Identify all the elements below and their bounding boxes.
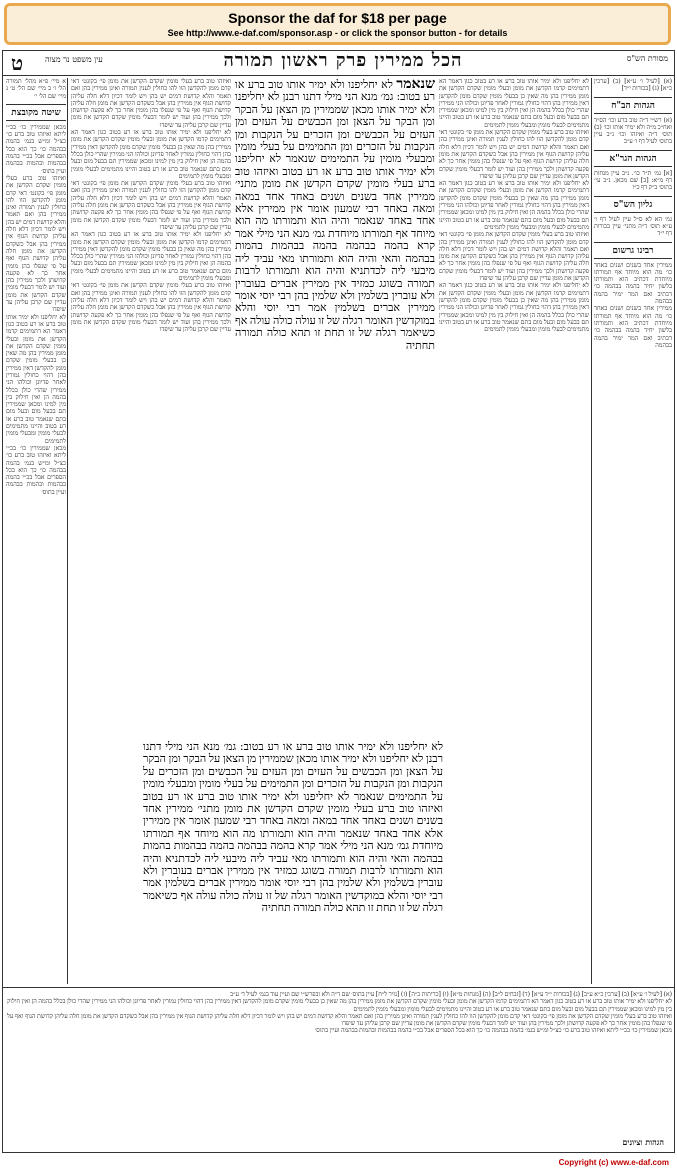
rashi-text-cont2: לא יחליפנו ולא ימיר אותו טוב ברע או רע בטוב כגון דאמר הא דתמימים קדמו הקדשן את מומן ובעלי מומין שקדם הקדשן את מומן ממירין בהן מה שאין כן בבעלי מומין שקדם מומן להקדשן דאין ממירין בהן דהוי כחולין גמורין לאחר פדיונן וכולהו הני ממירין שהרי כולן בכלל בהמה הן ואין חילוק בין מין למינו ומכאן שממירין תם בבעל מום ובעל מום בתם שנאמר טוב ברע או רע בטוב והיינו מתמימים לבעלי מומין ומבעלי מומין לתמימים — [439, 180, 589, 231]
page-header — [3, 51, 674, 75]
sponsor-banner[interactable] — [4, 3, 671, 45]
gemara-continued — [143, 741, 443, 984]
left-margin-rule — [67, 78, 68, 984]
ein-mishpat-label: עין משפט נר מצוה — [45, 55, 103, 64]
daf-page — [2, 50, 675, 1153]
bottom-notes-text: (א) [לעיל ו׳ ע״א] (ב) [ערכין כ״א ע״ב] (ג) [בכורות י״ד ע״א] (ד) [זבחים ל״ב] (ה) [מנחות מ״א] (ו) [כריתות כ״ה] (ז) [נזיר ל״ח] עיין בתוס׳ שם ד״ה ולא ובפרש״י שם ועיין עוד בגמ׳ לעיל ד׳ ע״ב — [230, 991, 672, 998]
gilyon-heading: גליון הש"ס — [594, 196, 672, 213]
shitah-text-cont2: לא יחליפנו ולא ימיר אותו טוב ברע או רע בטוב כגון דאמר הא דתמימים קדמו הקדשן את מומן ובעלי מומין שקדם הקדשן את מומן ממירין בהן מה שאין כן בבעלי מומין שקדם מומן להקדשן דאין ממירין בהן דהוי כחולין גמורין לאחר פדיונן וכולהו הני ממירין שהרי כולן בכלל בהמה הן ואין חילוק בין מין למינו ומכאן שממירין תם בבעל מום ובעל מום בתם שנאמר טוב ברע או רע בטוב והיינו מתמימים לבעלי מומין ומבעלי מומין לתמימים — [6, 313, 66, 445]
right-margin-rule — [591, 78, 592, 984]
gemara-opening-word: שנאמר — [396, 78, 435, 92]
shitah-text: מכאן שממירין כו׳ בכ״י ליתא ואיזהו טוב ברע כו׳ כצ״ל ומ״ש בגמ׳ בהמה בבהמה כו׳ כך הוא בכל הספרים אבל בכ״י בהמה בבהמות ובהמות בבהמה ועיין בתוס׳ — [6, 123, 66, 175]
rashi-text-cont4: לא יחליפנו ולא ימיר אותו טוב ברע או רע בטוב כגון דאמר הא דתמימים קדמו הקדשן את מומן ובעלי מומין שקדם הקדשן את מומן ממירין בהן מה שאין כן בבעלי מומין שקדם מומן להקדשן דאין ממירין בהן דהוי כחולין גמורין לאחר פדיונן וכולהו הני ממירין שהרי כולן בכלל בהמה הן ואין חילוק בין מין למינו ומכאן שממירין תם בבעל מום ובעל מום בתם שנאמר טוב ברע או רע בטוב והיינו מתמימים לבעלי מומין ומבעלי מומין לתמימים — [439, 282, 589, 334]
bach-text: (א) רש״י ד״ה טוב ברע וכו׳ הס״ד ואח״כ מ״ה ולא ימיר אותו וכו׳ (ב) תוס׳ ד״ה ואיזהו וכו׳ נ״ב עיין בתוס׳ לעיל דף ו׳ ע״ב — [594, 116, 672, 146]
bach-heading: הגהות הב"ח — [594, 97, 672, 114]
header-rule — [3, 75, 674, 76]
shitah-text-cont3: מכאן שממירין כו׳ בכ״י ליתא ואיזהו טוב ברע כו׳ כצ״ל ומ״ש בגמ׳ בהמה בבהמה כו׳ כך הוא בכל הספרים אבל בכ״י בהמה בבהמות ובהמות בבהמה ועיין בתוס׳ — [6, 444, 66, 496]
gemara-text — [235, 78, 435, 352]
tosafos-text-cont2: ואיזהו טוב ברע בעלי מומין שקדם הקדשן את מומן פי׳ בקונט׳ דאי קדם מומן להקדשן הוו להו כחולין לענין תמורה ואינן ממירין בהן ואם תאמר והלא קדושת דמים יש בהן ויש לומר דכיון דלא חלה עליהן קדושת הגוף אין ממירין בהן אבל כשקדם הקדשן את מומן חלה עליהן קדושת הגוף ואף על פי שנפלו בהן מומין אחר כך לא פקעה קדושתן ולכך ממירין בהן ועוד יש לומר דבעלי מומין שקדם הקדשן את מומן עדיין שם קרבן עליהן עד שיפדו — [71, 180, 231, 231]
rabbeinu-text: ממירין אחד בשנים ושנים באחד כו׳ מה הוא מיוחד אף תמורתו מיוחדת דכתיב הוא ותמורתו בלשון יחיד בהמה בבהמה כו׳ דכתיב ואם המר ימיר בהמה בבהמה — [594, 261, 672, 306]
tosafos-text: ואיזהו טוב ברע בעלי מומין שקדם הקדשן את מומן פי׳ בקונט׳ דאי קדם מומן להקדשן הוו להו כחולין לענין תמורה ואינן ממירין בהן ואם תאמר והלא קדושת דמים יש בהן ויש לומר דכיון דלא חלה עליהן קדושת הגוף אין ממירין בהן אבל כשקדם הקדשן את מומן חלה עליהן קדושת הגוף ואף על פי שנפלו בהן מומין אחר כך לא פקעה קדושתן ולכך ממירין בהן ועוד יש לומר דבעלי מומין שקדם הקדשן את מומן עדיין שם קרבן עליהן עד שיפדו — [71, 78, 231, 129]
sponsor-title[interactable]: Sponsor the daf for $18 per page — [228, 10, 447, 26]
gra-heading: הגהות הגר"א — [594, 150, 672, 167]
rabbeinu-heading: רבינו גרשום — [594, 242, 672, 259]
gemara-main — [235, 78, 435, 738]
shitah-heading: שיטה מקובצת — [6, 104, 66, 121]
tosafos-text-cont: לא יחליפנו ולא ימיר אותו טוב ברע או רע בטוב כגון דאמר הא דתמימים קדמו הקדשן את מומן ובעלי מומין שקדם הקדשן את מומן ממירין בהן מה שאין כן בבעלי מומין שקדם מומן להקדשן דאין ממירין בהן דהוי כחולין גמורין לאחר פדיונן וכולהו הני ממירין שהרי כולן בכלל בהמה הן ואין חילוק בין מין למינו ומכאן שממירין תם בבעל מום ובעל מום בתם שנאמר טוב ברע או רע בטוב והיינו מתמימים לבעלי מומין ומבעלי מומין לתמימים — [71, 129, 231, 180]
rashi-text-cont: ואיזהו טוב ברע בעלי מומין שקדם הקדשן את מומן פי׳ בקונט׳ דאי קדם מומן להקדשן הוו להו כחולין לענין תמורה ואינן ממירין בהן ואם תאמר והלא קדושת דמים יש בהן ויש לומר דכיון דלא חלה עליהן קדושת הגוף אין ממירין בהן אבל כשקדם הקדשן את מומן חלה עליהן קדושת הגוף ואף על פי שנפלו בהן מומין אחר כך לא פקעה קדושתן ולכך ממירין בהן ועוד יש לומר דבעלי מומין שקדם הקדשן את מומן עדיין שם קרבן עליהן עד שיפדו — [439, 129, 589, 180]
rashi-text-cont3: ואיזהו טוב ברע בעלי מומין שקדם הקדשן את מומן פי׳ בקונט׳ דאי קדם מומן להקדשן הוו להו כחולין לענין תמורה ואינן ממירין בהן ואם תאמר והלא קדושת דמים יש בהן ויש לומר דכיון דלא חלה עליהן קדושת הגוף אין ממירין בהן אבל כשקדם הקדשן את מומן חלה עליהן קדושת הגוף ואף על פי שנפלו בהן מומין אחר כך לא פקעה קדושתן ולכך ממירין בהן ועוד יש לומר דבעלי מומין שקדם הקדשן את מומן עדיין שם קרבן עליהן עד שיפדו — [439, 231, 589, 283]
bottom-notes — [7, 991, 672, 1131]
copyright-link[interactable]: Copyright (c) www.e-daf.com — [558, 1158, 669, 1167]
bottom-notes-text-cont3: מכאן שממירין כו׳ בכ״י ליתא ואיזהו טוב ברע כו׳ כצ״ל ומ״ש בגמ׳ בהמה בבהמה כו׳ כך הוא בכל הספרים אבל בכ״י בהמה בבהמות ובהמות בבהמה ועיין בתוס׳ — [314, 1027, 672, 1035]
gra-text: [א] גמ׳ ת״ר כו׳. נ״ב עיין מנחות דף מ״א: [ב] שם מכאן. נ״ב עי׳ בתוס׳ ב״ק דף כ״ו — [594, 169, 672, 192]
bottom-notes-text-cont: לא יחליפנו ולא ימיר אותו טוב ברע או רע בטוב כגון דאמר הא דתמימים קדמו הקדשן את מומן ובעלי מומין שקדם הקדשן את מומן ממירין בהן מה שאין כן בבעלי מומין שקדם מומן להקדשן דאין ממירין בהן דהוי כחולין גמורין לאחר פדיונן וכולהו הני ממירין שהרי כולן בכלל בהמה הן ואין חילוק בין מין למינו ומכאן שממירין תם בבעל מום ובעל מום בתם שנאמר טוב ברע או רע בטוב והיינו מתמימים לבעלי מומין ומבעלי מומין לתמימים — [7, 998, 672, 1013]
gemara-text-cont: לא יחליפנו ולא ימיר אותו טוב ברע או רע בטוב: גמ׳ מנא הני מילי דתנו רבנן לא יחליפנו ולא ימיר אותו מכאן שממירין מן הצאן על הבקר ומן הבקר על הצאן ומן הכבשים על העזים ומן העזים על הכבשים ומן הזכרים על הנקבות ומן הנקבות על הזכרים ומן התמימים על בעלי מומין ומבעלי מומין על התמימים שנאמר לא יחליפנו ולא ימיר אותו טוב ברע או רע בטוב ואיזהו טוב ברע בעלי מומין שקדם הקדשן את מומן מתני׳ ממירין אחד בשנים ושנים באחד אחד במאה ומאה באחד רבי שמעון אומר אין ממירין אלא אחד באחד שנאמר והיה הוא ותמורתו מה הוא מיוחד אף תמורתו מיוחדת גמ׳ מנא הני מילי אמר קרא בהמה בבהמה בהמה בבהמות בהמות בבהמה והאי והיה הוא ותמורתו מאי עביד ליה מיבעי ליה לכדתניא והיה הוא ותמורתו לרבות תמורה בשוגג כמזיד אין ממירין אברים בעוברין ולא עוברין בשלמין ולא שלמין בהן רבי יוסי אומר ממירין אברים בשלמין אמר רבי יוסי והלא במוקדשין האומר רגלה של זו עולה כולה עולה אף כשיאמר רגלה של זו תחת זו תהא כולה תמורה תחתיה — [143, 741, 443, 915]
masores-text: (א) [לעיל ו׳ ע״א] (ב) [ערכין כ״א] (ג) [בכורות י״ד] — [594, 78, 672, 93]
shitah-text-cont: ואיזהו טוב ברע בעלי מומין שקדם הקדשן את מומן פי׳ בקונט׳ דאי קדם מומן להקדשן הוו להו כחולין לענין תמורה ואינן ממירין בהן ואם תאמר והלא קדושת דמים יש בהן ויש לומר דכיון דלא חלה עליהן קדושת הגוף אין ממירין בהן אבל כשקדם הקדשן את מומן חלה עליהן קדושת הגוף ואף על פי שנפלו בהן מומין אחר כך לא פקעה קדושתן ולכך ממירין בהן ועוד יש לומר דבעלי מומין שקדם הקדשן את מומן עדיין שם קרבן עליהן עד שיפדו — [6, 174, 66, 314]
gilyon-text: גמ׳ הא לא ס״ל עיין לעיל דף ו׳ ע״א תוס׳ ד״ה מתני׳ עיין בכורות דף י״ד — [594, 215, 672, 238]
rashi-text: לא יחליפנו ולא ימיר אותו טוב ברע או רע בטוב כגון דאמר הא דתמימים קדמו הקדשן את מומן ובעלי מומין שקדם הקדשן את מומן ממירין בהן מה שאין כן בבעלי מומין שקדם מומן להקדשן דאין ממירין בהן דהוי כחולין גמורין לאחר פדיונן וכולהו הני ממירין שהרי כולן בכלל בהמה הן ואין חילוק בין מין למינו ומכאן שממירין תם בבעל מום ובעל מום בתם שנאמר טוב ברע או רע בטוב והיינו מתמימים לבעלי מומין ומבעלי מומין לתמימים — [439, 78, 589, 129]
rabbeinu-text-cont: ממירין אחד בשנים ושנים באחד כו׳ מה הוא מיוחד אף תמורתו מיוחדת דכתיב הוא ותמורתו בלשון יחיד בהמה בבהמה כו׳ דכתיב ואם המר ימיר בהמה בבהמה — [594, 305, 672, 349]
masores-label: מסורת הש"ס — [626, 54, 668, 63]
ein-mishpat-text: א מיי׳ פ״א מהל׳ תמורה הל׳ ו׳ ב מיי׳ שם הל׳ ט׳ ג מיי׳ שם הל׳ י׳ — [6, 78, 66, 100]
rashi-column — [439, 78, 589, 984]
gemara-body: לא יחליפנו ולא ימיר אותו טוב ברע או רע בטוב: גמ׳ מנא הני מילי דתנו רבנן לא יחליפנו ולא ימיר אותו מכאן שממירין מן הצאן על הבקר ומן הבקר על הצאן ומן הכבשים על העזים ומן העזים על הכבשים ומן הזכרים על הנקבות ומן הנקבות על הזכרים ומן התמימים על בעלי מומין ומבעלי מומין על התמימים שנאמר לא יחליפנו ולא ימיר אותו טוב ברע או רע בטוב ואיזהו טוב ברע בעלי מומין שקדם הקדשן את מומן מתני׳ ממירין אחד בשנים ושנים באחד אחד במאה ומאה באחד רבי שמעון אומר אין ממירין אלא אחד באחד שנאמר והיה הוא ותמורתו מה הוא מיוחד אף תמורתו מיוחדת גמ׳ מנא הני מילי אמר קרא בהמה בבהמה בהמה בבהמות בהמות בבהמה והאי והיה הוא ותמורתו מאי עביד ליה מיבעי ליה לכדתניא והיה הוא ותמורתו לרבות תמורה בשוגג כמזיד אין ממירין אברים בעוברין ולא עוברין בשלמין ולא שלמין בהן רבי יוסי אומר ממירין אברים בשלמין אמר רבי יוסי והלא במוקדשין האומר רגלה של זו עולה כולה עולה אף כשיאמר רגלה של זו תחת זו תהא כולה תמורה תחתיה — [235, 78, 435, 352]
tosafos-text-cont4: ואיזהו טוב ברע בעלי מומין שקדם הקדשן את מומן פי׳ בקונט׳ דאי קדם מומן להקדשן הוו להו כחולין לענין תמורה ואינן ממירין בהן ואם תאמר והלא קדושת דמים יש בהן ויש לומר דכיון דלא חלה עליהן קדושת הגוף אין ממירין בהן אבל כשקדם הקדשן את מומן חלה עליהן קדושת הגוף ואף על פי שנפלו בהן מומין אחר כך לא פקעה קדושתן ולכך ממירין בהן ועוד יש לומר דבעלי מומין שקדם הקדשן את מומן עדיין שם קרבן עליהן עד שיפדו — [71, 282, 231, 334]
daf-number: ט — [11, 51, 24, 75]
bottom-notes-text-cont2: ואיזהו טוב ברע בעלי מומין שקדם הקדשן את מומן פי׳ בקונט׳ דאי קדם מומן להקדשן הוו להו כחולין לענין תמורה ואינן ממירין בהן ואם תאמר והלא קדושת דמים יש בהן ויש לומר דכיון דלא חלה עליהן קדושת הגוף אין ממירין בהן אבל כשקדם הקדשן את מומן חלה עליהן קדושת הגוף ואף על פי שנפלו בהן מומין אחר כך לא פקעה קדושתן ולכך ממירין בהן ועוד יש לומר דבעלי מומין שקדם הקדשן את מומן עדיין שם קרבן עליהן עד שיפדו — [7, 1012, 672, 1028]
bottom-notes-rule — [3, 987, 674, 988]
hagahos-label: הגהות וציונים — [622, 1137, 664, 1147]
page-title: הכל ממירין פרק ראשון תמורה — [223, 50, 463, 71]
right-margin — [594, 78, 672, 984]
tosafos-text-cont3: לא יחליפנו ולא ימיר אותו טוב ברע או רע בטוב כגון דאמר הא דתמימים קדמו הקדשן את מומן ובעלי מומין שקדם הקדשן את מומן ממירין בהן מה שאין כן בבעלי מומין שקדם מומן להקדשן דאין ממירין בהן דהוי כחולין גמורין לאחר פדיונן וכולהו הני ממירין שהרי כולן בכלל בהמה הן ואין חילוק בין מין למינו ומכאן שממירין תם בבעל מום ובעל מום בתם שנאמר טוב ברע או רע בטוב והיינו מתמימים לבעלי מומין ומבעלי מומין לתמימים — [71, 231, 231, 283]
left-margin — [6, 78, 66, 984]
sponsor-subtitle[interactable]: See http://www.e-daf.com/sponsor.asp - or click the sponsor button - for details — [167, 28, 508, 38]
